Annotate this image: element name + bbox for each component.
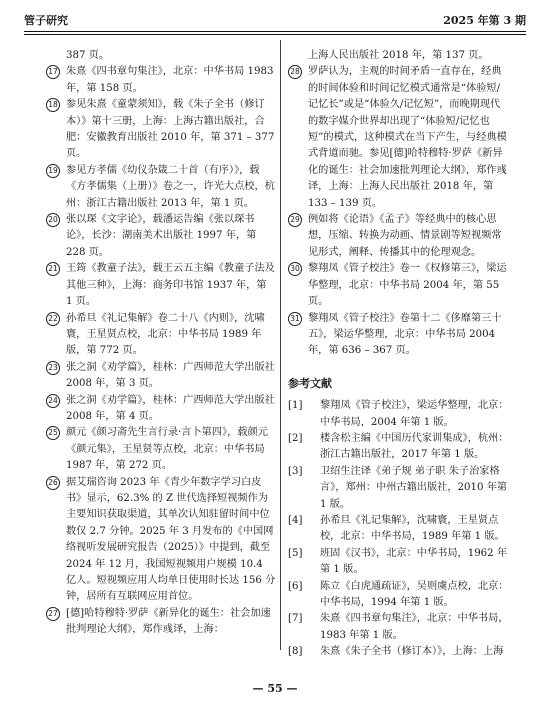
note-continuation: 上海人民出版社 2018 年，第 137 页。 bbox=[308, 50, 489, 61]
footnote-number: 23 bbox=[46, 361, 60, 375]
footnote bbox=[46, 311, 276, 360]
footnote bbox=[46, 64, 276, 97]
reference-list bbox=[288, 398, 510, 661]
footnote-text: 参见朱熹《童蒙须知》，载《朱子全书（修订本）》第十三册，上海：上海古籍出版社，合肥：安徽教育出版社 2010 年，第 371 – 377 页。 bbox=[66, 99, 275, 160]
reference-number: [4] bbox=[288, 514, 303, 526]
footnote bbox=[46, 163, 276, 212]
reference-number: [6] bbox=[288, 580, 303, 592]
footnote-number: 20 bbox=[46, 213, 60, 227]
footnote-number: 17 bbox=[46, 65, 60, 79]
references-heading: 参考文献 bbox=[288, 376, 332, 390]
reference-item bbox=[288, 464, 510, 513]
footnote bbox=[46, 425, 276, 474]
footnote-text: 据艾瑞咨询 2023 年《青少年数字学习白皮书》显示，62.3% 的 Z 世代选择短视频作为主要知识获取渠道，其单次认知驻留时间中位数仅 2.7 分钟。2025 年 3 月发布的《中国网络视听发展研究报告（2025）》中提到，截至 2024 年 12 月，我国短视频用户规模 10.4 亿人。短视频应用人均单日使用时长达 156 分钟，居所有互联网应用首位。 bbox=[66, 476, 276, 603]
header-rule bbox=[24, 31, 526, 32]
column-divider bbox=[280, 40, 281, 650]
footnote-number: 21 bbox=[46, 262, 60, 276]
left-column bbox=[46, 48, 276, 639]
reference-number: [2] bbox=[288, 432, 303, 444]
journal-name: 管子研究 bbox=[24, 14, 68, 27]
footnote-text: 孙希旦《礼记集解》卷二十八《内则》，沈啸寰，王星贤点校，北京：中华书局 1989 年版，第 772 页。 bbox=[66, 312, 265, 357]
reference-item bbox=[288, 398, 510, 431]
footnote bbox=[46, 360, 276, 393]
footnote-number: 31 bbox=[288, 312, 302, 326]
reference-number: [3] bbox=[288, 465, 303, 477]
note-list-left bbox=[46, 64, 276, 638]
footnote-text: 参见方孝儒《幼仪杂箴二十首（有序）》，载《方孝儒集（上册）》卷之一，许光大点校，杭州：浙江古籍出版社 2013 年，第 1 页。 bbox=[66, 164, 275, 209]
footnote bbox=[46, 261, 276, 310]
footnote bbox=[288, 261, 510, 310]
footnote-number: 18 bbox=[46, 98, 60, 112]
reference-item bbox=[288, 546, 510, 579]
issue-label: 2025 年第 3 期 bbox=[443, 14, 526, 27]
reference-text: 朱熹《朱子全书（修订本）》，上海：上海 bbox=[320, 646, 504, 658]
footnote bbox=[288, 64, 510, 212]
footnote-text: 王筠《教童子法》，载王云五主编《教童子法及其他三种》，上海：商务印书馆 1937 年，第 1 页。 bbox=[66, 263, 275, 308]
reference-text: 陈立《白虎通疏证》，吴则虞点校，北京：中华书局，1994 年第 1 版。 bbox=[320, 580, 509, 608]
reference-text: 班固《汉书》，北京：中华书局，1962 年第 1 版。 bbox=[320, 547, 508, 576]
reference-text: 卫绍生注译《弟子规 弟子职 朱子治家格言》，郑州：中州古籍出版社，2010 年第 1 版。 bbox=[320, 465, 508, 510]
footnote-text: 黎翔凤《管子校注》卷一《权修第三》，梁运华整理，北京：中华书局 2004 年，第 55 页。 bbox=[308, 263, 507, 308]
running-header bbox=[24, 6, 526, 28]
reference-item bbox=[288, 579, 510, 612]
footnote-number: 26 bbox=[46, 476, 60, 490]
header-rule-thin bbox=[24, 34, 526, 35]
footnote bbox=[288, 311, 510, 360]
footnote-number: 27 bbox=[46, 607, 60, 621]
footnote bbox=[46, 97, 276, 163]
reference-item bbox=[288, 611, 510, 644]
reference-number: [1] bbox=[288, 400, 303, 412]
page-number: — 55 — bbox=[252, 682, 298, 695]
reference-item bbox=[288, 644, 510, 660]
footnote-number: 30 bbox=[288, 262, 302, 276]
footnote-text: 张以琛《文字论》，载潘运告编《张以琛书论》，长沙：湖南美术出版社 1997 年，第 228 页。 bbox=[66, 214, 257, 258]
reference-text: 楼含松主编《中国历代家训集成》，杭州：浙江古籍出版社，2017 年第 1 版。 bbox=[320, 432, 509, 461]
reference-item bbox=[288, 431, 510, 464]
footnote-number: 28 bbox=[288, 65, 302, 79]
footnote bbox=[46, 212, 276, 261]
footnote bbox=[46, 606, 276, 639]
footnote bbox=[288, 212, 510, 261]
footnote-text: [德]哈特穆特·罗萨《新异化的诞生：社会加速批判理论大纲》，郑作彧译，上海： bbox=[66, 607, 271, 636]
footnote-text: 张之洞《劝学篇》，桂林：广西师范大学出版社 2008 年，第 4 页。 bbox=[66, 394, 275, 422]
reference-text: 黎翔凤《管子校注》，梁运华整理，北京：中华书局，2004 年第 1 版。 bbox=[320, 400, 509, 428]
note-continuation: 387 页。 bbox=[66, 50, 110, 61]
note-list-right bbox=[288, 64, 510, 359]
reference-number: [5] bbox=[288, 547, 303, 559]
footnote-number: 25 bbox=[46, 426, 60, 440]
footnote-text: 张之洞《劝学篇》，桂林：广西师范大学出版社 2008 年，第 3 页。 bbox=[66, 361, 275, 390]
footnote-number: 22 bbox=[46, 312, 60, 326]
footnote-number: 24 bbox=[46, 394, 60, 408]
footnote-text: 黎翔凤《管子校注》卷第十二《侈靡第三十五》，梁运华整理，北京：中华书局 2004 年，第 636 – 367 页。 bbox=[308, 312, 502, 357]
right-column bbox=[288, 48, 510, 661]
footnote-number: 19 bbox=[46, 164, 60, 178]
footnote-text: 颜元《颜习斋先生言行录·言卜第四》，载颜元《颜元集》，王星贤等点校，北京：中华书局 1987 年，第 272 页。 bbox=[66, 427, 268, 472]
footnote-text: 朱熹《四书章句集注》，北京：中华书局 1983 年，第 158 页。 bbox=[66, 66, 274, 94]
footnote-text: 罗萨认为，主观的时间矛盾一直存在，经典的时间体验和时间记忆模式通常是“体验短/记忆长”或是“体验久/记忆短”，而晚期现代的数字媒介世界却出现了“体验短/记忆也短”的模式，这种模式在当下产生，与经典模式背道而驰。参见[德]哈特穆特·罗萨《新异化的诞生：社会加速批判理论大纲》，郑作彧译，上海：上海人民出版社 2018 年，第 133 – 139 页。 bbox=[308, 66, 507, 209]
reference-item bbox=[288, 513, 510, 546]
reference-text: 孙希旦《礼记集解》，沈啸寰，王星贤点校，北京：中华书局，1989 年第 1 版。 bbox=[320, 514, 505, 543]
reference-text: 朱熹《四书章句集注》，北京：中华书局，1983 年第 1 版。 bbox=[320, 613, 509, 641]
footnote-text: 例如将《论语》《孟子》等经典中的核心思想，压缩、转换为动画、情景剧等短视频常见形式，阐释、传播其中的伦理观念。 bbox=[308, 214, 502, 258]
reference-number: [8] bbox=[288, 646, 303, 658]
reference-number: [7] bbox=[288, 613, 303, 625]
footnote-number: 29 bbox=[288, 213, 302, 227]
footnote bbox=[46, 475, 276, 606]
footnote bbox=[46, 393, 276, 426]
